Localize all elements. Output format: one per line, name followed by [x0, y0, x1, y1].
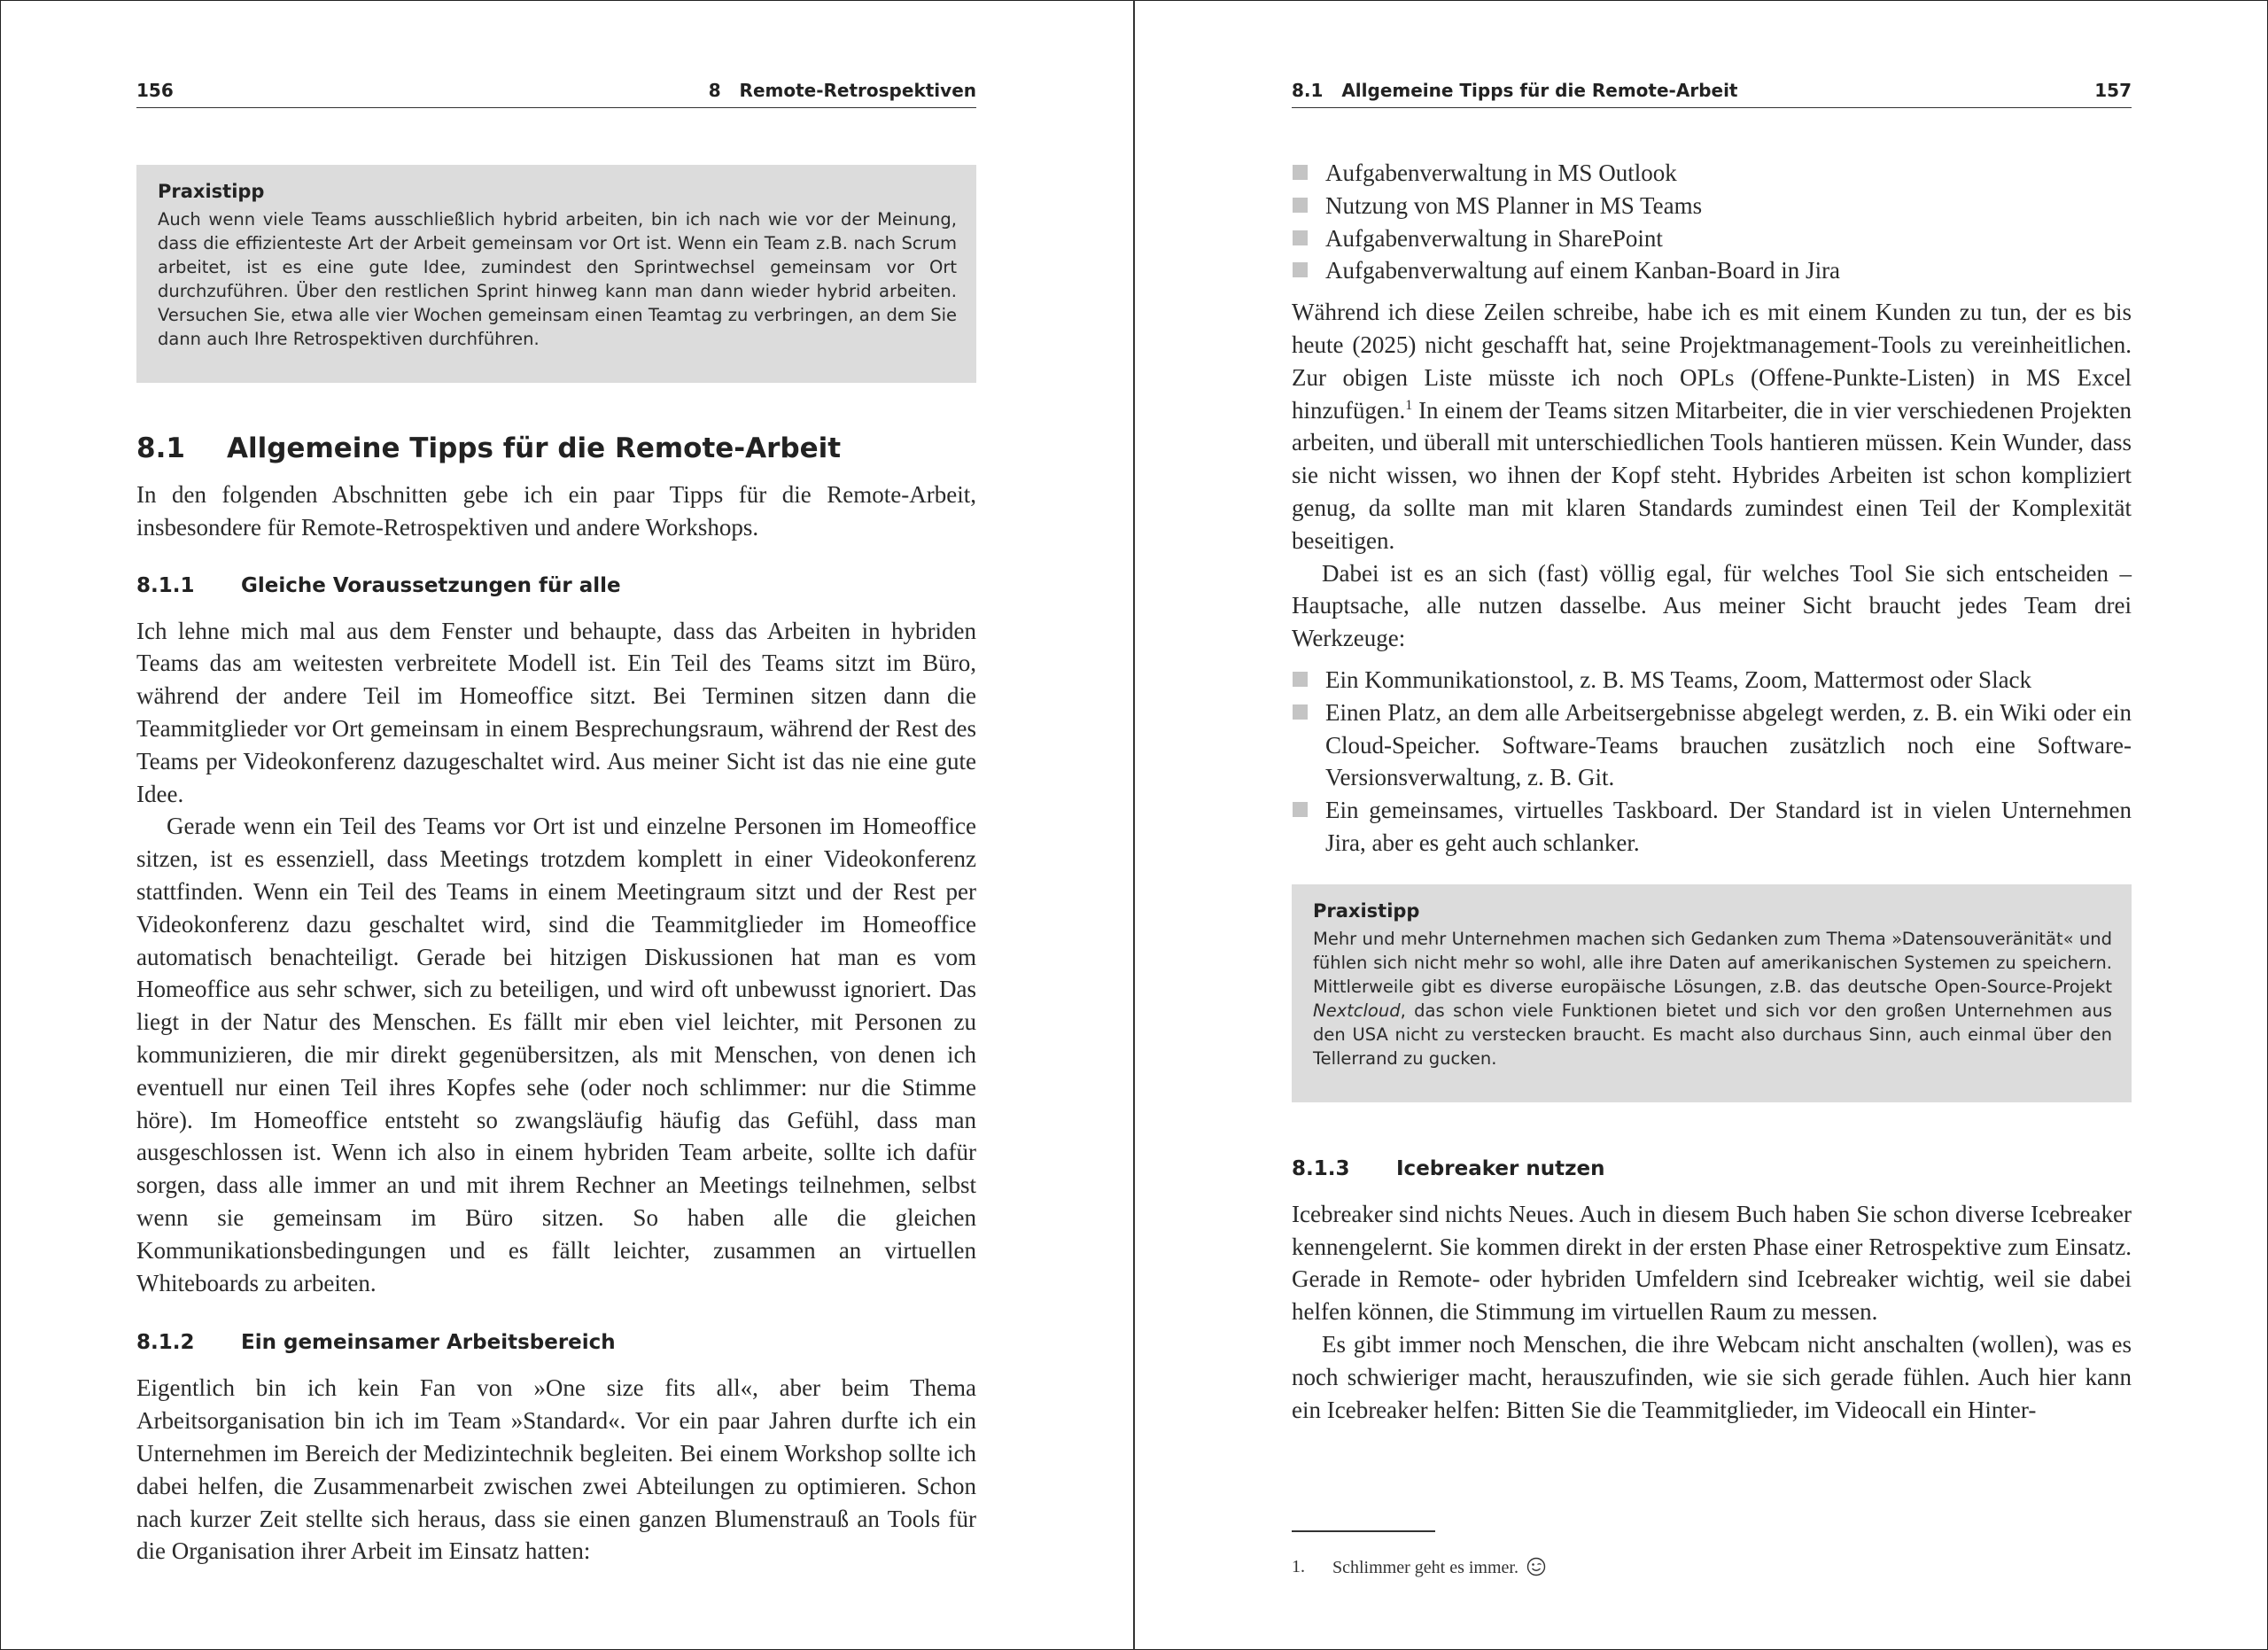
tools-list: [1292, 157, 2132, 287]
subsection-title: Ein gemeinsamer Arbeitsbereich: [241, 1331, 616, 1355]
subsection-title: Icebreaker nutzen: [1396, 1156, 1605, 1180]
footnote-rule: [1292, 1530, 1435, 1532]
section-intro: In den folgenden Abschnitten gebe ich ein paar Tipps für die Remote-Arbeit, insbesondere für Remote-Retrospektiven und andere Workshops.: [136, 481, 976, 541]
square-bullet-icon: [1293, 672, 1308, 687]
list-item: Ein gemeinsames, virtuelles Taskboard. Der Standard ist in vielen Unternehmen Jira, aber es geht auch schlanker.: [1292, 794, 2132, 860]
tip-text: Mehr und mehr Unternehmen machen sich Gedanken zum Thema »Datensouveränität« und fühlen sich nicht mehr so wohl, alle ihre Daten auf amerikanischen Systemen zu speichern. Mittlerweile gibt es diverse europäische Lösungen, z.B. das deutsche Open-Source-Projekt Nextcloud, das schon viele Funktionen bietet und sich vor den großen Unternehmen aus den USA nicht zu verstecken braucht. Es macht also durchaus Sinn, auch einmal über den Tellerrand zu gucken.: [1313, 928, 2112, 1069]
page-number: 156: [136, 80, 174, 101]
footnote-marker[interactable]: 1: [1405, 397, 1413, 413]
paragraph: Während ich diese Zeilen schreibe, habe ich es mit einem Kunden zu tun, der es bis heute (2025) nicht geschafft hat, seine Projektmanagement-Tools zu vereinheitlichen. Zur obigen Liste müsste ich noch OPLs (Offene-Punkte-Listen) in MS Excel hinzufügen.$^1$ In einem der Teams sitzen Mitarbeiter, die in vier verschiedenen Projekten arbeiten, und überall mit unterschiedlichen Tools hantieren müssen. Kein Wunder, dass sie nicht wissen, wo ihnen der Kopf steht. Hybrides Arbeiten ist schon kompliziert genug, da sollte man mit klaren Standards zumindest einen Teil der Komplexität beseitigen.: [1292, 299, 2132, 554]
practice-tip-box: [1292, 884, 2132, 1102]
list-item: Aufgabenverwaltung auf einem Kanban-Board in Jira: [1292, 254, 2132, 287]
section-heading: [136, 432, 976, 470]
page-number: 157: [2094, 80, 2132, 101]
square-bullet-icon: [1293, 262, 1308, 277]
running-head-right: [1292, 78, 2132, 108]
list-item: Einen Platz, an dem alle Arbeitsergebnisse abgelegt werden, z. B. ein Wiki oder ein Cloud-Speicher. Software-Teams brauchen zusätzlich noch eine Software-Versionsverwaltung, z. B. Git.: [1292, 697, 2132, 794]
list-item: Ein Kommunikationstool, z. B. MS Teams, Zoom, Mattermost oder Slack: [1292, 664, 2132, 697]
subsection-heading-2: [136, 1331, 976, 1359]
section-header: 8.1 Allgemeine Tipps für die Remote-Arbeit: [1292, 80, 1738, 101]
paragraph: Gerade wenn ein Teil des Teams vor Ort ist und einzelne Personen im Homeoffice sitzen, ist es essenziell, dass Meetings trotzdem komplett in einer Videokonferenz stattfinden. Wenn ein Teil des Teams in einem Meetingraum sitzt und der Rest per Videokonferenz dazu geschaltet wird, sind die Teammitglieder im Homeoffice automatisch benachteiligt. Gerade bei hitzigen Diskussionen hat man es vom Homeoffice aus sehr schwer, sich zu beteiligen, und wird oft unbewusst ignoriert. Das liegt in der Natur des Menschen. Es fällt mir eben viel leichter, mit Personen zu kommunizieren, die mir direkt gegenübersitzen, als mit Menschen, von denen ich eventuell nur einen Teil ihres Kopfes sehe (oder noch schlimmer: nur die Stimme höre). Im Homeoffice entsteht so zwangsläufig häufig das Gefühl, dass man ausgeschlossen ist. Wenn ich also in einem hybriden Team arbeite, sollte ich dafür sorgen, dass alle immer an und mit ihrem Rechner an Meetings teilnehmen, selbst wenn sie gemeinsam im Büro sitzen. So haben alle die gleichen Kommunikationsbedingungen und es fällt leichter, zusammen an virtuellen Whiteboards zu arbeiten.: [136, 813, 976, 1296]
chapter-header: 8 Remote-Retrospektiven: [708, 80, 976, 101]
paragraph: Es gibt immer noch Menschen, die ihre Webcam nicht anschalten (wollen), was es noch schwieriger macht, herauszufinden, wie sie sich gerade fühlen. Auch hier kann ein Icebreaker helfen: Bitten Sie die Teammitglieder, im Videocall ein Hinter-: [1292, 1330, 2132, 1423]
subsection-heading-3: [1292, 1157, 2132, 1186]
section-title: Allgemeine Tipps für die Remote-Arbeit: [227, 432, 842, 464]
emphasized-term: Nextcloud: [1313, 1000, 1401, 1021]
paragraph: Dabei ist es an sich (fast) völlig egal, für welches Tool Sie sich entscheiden – Hauptsache, alle nutzen dasselbe. Aus meiner Sicht braucht jedes Team drei Werkzeuge:: [1292, 559, 2132, 652]
running-head-left: [136, 78, 976, 108]
subsection-title: Gleiche Voraussetzungen für alle: [241, 573, 621, 597]
subsection-number: 8.1.3: [1292, 1156, 1350, 1180]
tools-needed-list: [1292, 664, 2132, 860]
footnote-number: 1.: [1292, 1557, 1305, 1576]
practice-tip-box: [136, 165, 976, 383]
subsection-number: 8.1.1: [136, 573, 195, 597]
tip-title: Praxistipp: [1313, 899, 1420, 922]
section-number: 8.1: [136, 432, 185, 464]
square-bullet-icon: [1293, 165, 1308, 180]
page-gutter: [1133, 0, 1135, 1650]
subsection-heading-1: [136, 574, 976, 603]
square-bullet-icon: [1293, 802, 1308, 817]
footnote: [1292, 1557, 1646, 1580]
tip-text: Auch wenn viele Teams ausschließlich hybrid arbeiten, bin ich nach wie vor der Meinung, dass die effizienteste Art der Arbeit gemeinsam vor Ort ist. Wenn ein Team z.B. nach Scrum arbeitet, ist es eine gute Idee, zumindest den Sprintwechsel gemeinsam vor Ort durchzuführen. Über den restlichen Sprint hinweg kann man dann wieder hybrid arbeiten. Versuchen Sie, etwa alle vier Wochen gemeinsam einen Teamtag zu verbringen, an dem Sie dann auch Ihre Retrospektiven durchführen.: [158, 209, 957, 349]
footnote-text: Schlimmer geht es immer.: [1332, 1557, 1546, 1578]
square-bullet-icon: [1293, 198, 1308, 213]
list-item: Aufgabenverwaltung in SharePoint: [1292, 222, 2132, 255]
left-body: [136, 165, 976, 1568]
paragraph: Icebreaker sind nichts Neues. Auch in diesem Buch haben Sie schon diverse Icebreaker kennengelernt. Sie kommen direkt in der ersten Phase einer Retrospektive zum Einsatz. Gerade in Remote- oder hybriden Umfeldern sind Icebreaker wichtig, weil sie dabei helfen können, die Stimmung im virtuellen Raum zu messen.: [1292, 1200, 2132, 1326]
paragraph: Eigentlich bin ich kein Fan von »One size fits all«, aber beim Thema Arbeitsorganisation bin ich im Team »Standard«. Vor ein paar Jahren durfte ich ein Unternehmen im Bereich der Medizintechnik begleiten. Bei einem Workshop sollte ich dabei helfen, die Zusammenarbeit zwischen zwei Abteilungen zu optimieren. Schon nach kurzer Zeit stellte sich heraus, dass sie einen ganzen Blumenstrauß an Tools für die Organisation ihrer Arbeit im Einsatz hatten:: [136, 1374, 976, 1565]
tip-title: Praxistipp: [158, 181, 265, 202]
right-body: [1292, 157, 2132, 1426]
square-bullet-icon: [1293, 704, 1308, 720]
subsection-number: 8.1.2: [136, 1331, 195, 1355]
list-item: Nutzung von MS Planner in MS Teams: [1292, 190, 2132, 222]
wink-smiley-icon: [1526, 1557, 1546, 1576]
list-item: Aufgabenverwaltung in MS Outlook: [1292, 157, 2132, 190]
square-bullet-icon: [1293, 230, 1308, 245]
paragraph: Ich lehne mich mal aus dem Fenster und behaupte, dass das Arbeiten in hybriden Teams das am weitesten verbreitete Modell ist. Ein Teil des Teams sitzt im Büro, während der andere Teil im Homeoffice sitzt. Bei Terminen sitzen dann die Teammitglieder vor Ort gemeinsam in einem Besprechungsraum, während der Rest des Teams per Videokonferenz dazugeschaltet wird. Aus meiner Sicht ist das nie eine gute Idee.: [136, 617, 976, 807]
